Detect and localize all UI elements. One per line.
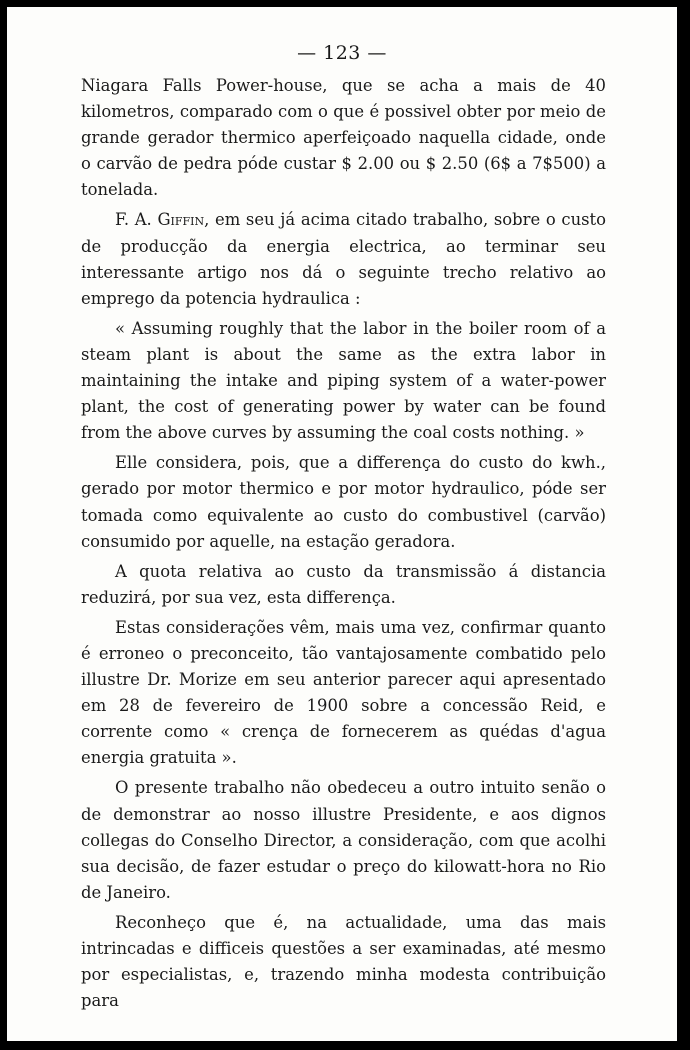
paragraph-acknowledgement: Reconheço que é, na actualidade, uma das mais intrincadas e difficeis questões a ser examinadas, até mesmo por especialistas, e, trazendo minha modesta contribuição para <box>81 912 606 1011</box>
paragraph-purpose: O presente trabalho não obedeceu a outro intuito senão o de demonstrar ao nosso illustre Presidente, e aos dignos collegas do Conselho Director, a consideração, com que acolhi sua decisão, de fazer estudar o preço do kilowatt-hora no Rio de Janeiro. <box>81 778 606 902</box>
paragraph-english-quote: « Assuming roughly that the labor in the boiler room of a steam plant is about the same as the extra labor in maintaining the intake and piping system of a water-power plant, the cost of generating power by water can be found from the above curves by assuming the coal costs nothing. » <box>81 318 606 443</box>
paragraph-niagara-comparison: Niagara Falls Power-house, que se acha a mais de 40 kilometros, comparado com o que é possivel obter por meio de grande gerador thermico aperfeiçoado naquella cidade, onde o carvão de pedra póde custar $ 2.00 ou $ 2.50 (6$ a 7$500) a tonelada. <box>81 76 606 200</box>
paragraph-giffin-intro <box>81 207 606 311</box>
page-number: — 123 — <box>297 42 387 64</box>
paragraph-kwh-difference: Elle considera, pois, que a differença do custo do kwh., gerado por motor thermico e por motor hydraulico, póde ser tomada como equivalente ao custo do combustivel (carvão) consumido por aquelle, na estação geradora. <box>81 453 606 551</box>
paragraph-transmission-quota: A quota relativa ao custo da transmissão á distancia reduzirá, por sua vez, esta differença. <box>81 561 606 607</box>
paragraph-giffin-text: em seu já acima citado trabalho, sobre o custo de producção da energia electrica, ao terminar seu interessante artigo nos dá o seguinte trecho relativo ao emprego da potencia hydraulica : <box>81 210 606 308</box>
book-page <box>7 7 677 1041</box>
paragraph-preconception: Estas considerações vêm, mais uma vez, confirmar quanto é erroneo o preconceito, tão vantajosamente combatido pelo illustre Dr. Morize em seu anterior parecer aqui apresentado em 28 de fevereiro de 1900 sobre a concessão Reid, e corrente como « crença de fornecerem as quédas d'agua energia gratuita ». <box>81 617 606 768</box>
author-name-giffin: F. A. Giffin, <box>115 210 210 230</box>
page-body <box>81 73 606 1018</box>
